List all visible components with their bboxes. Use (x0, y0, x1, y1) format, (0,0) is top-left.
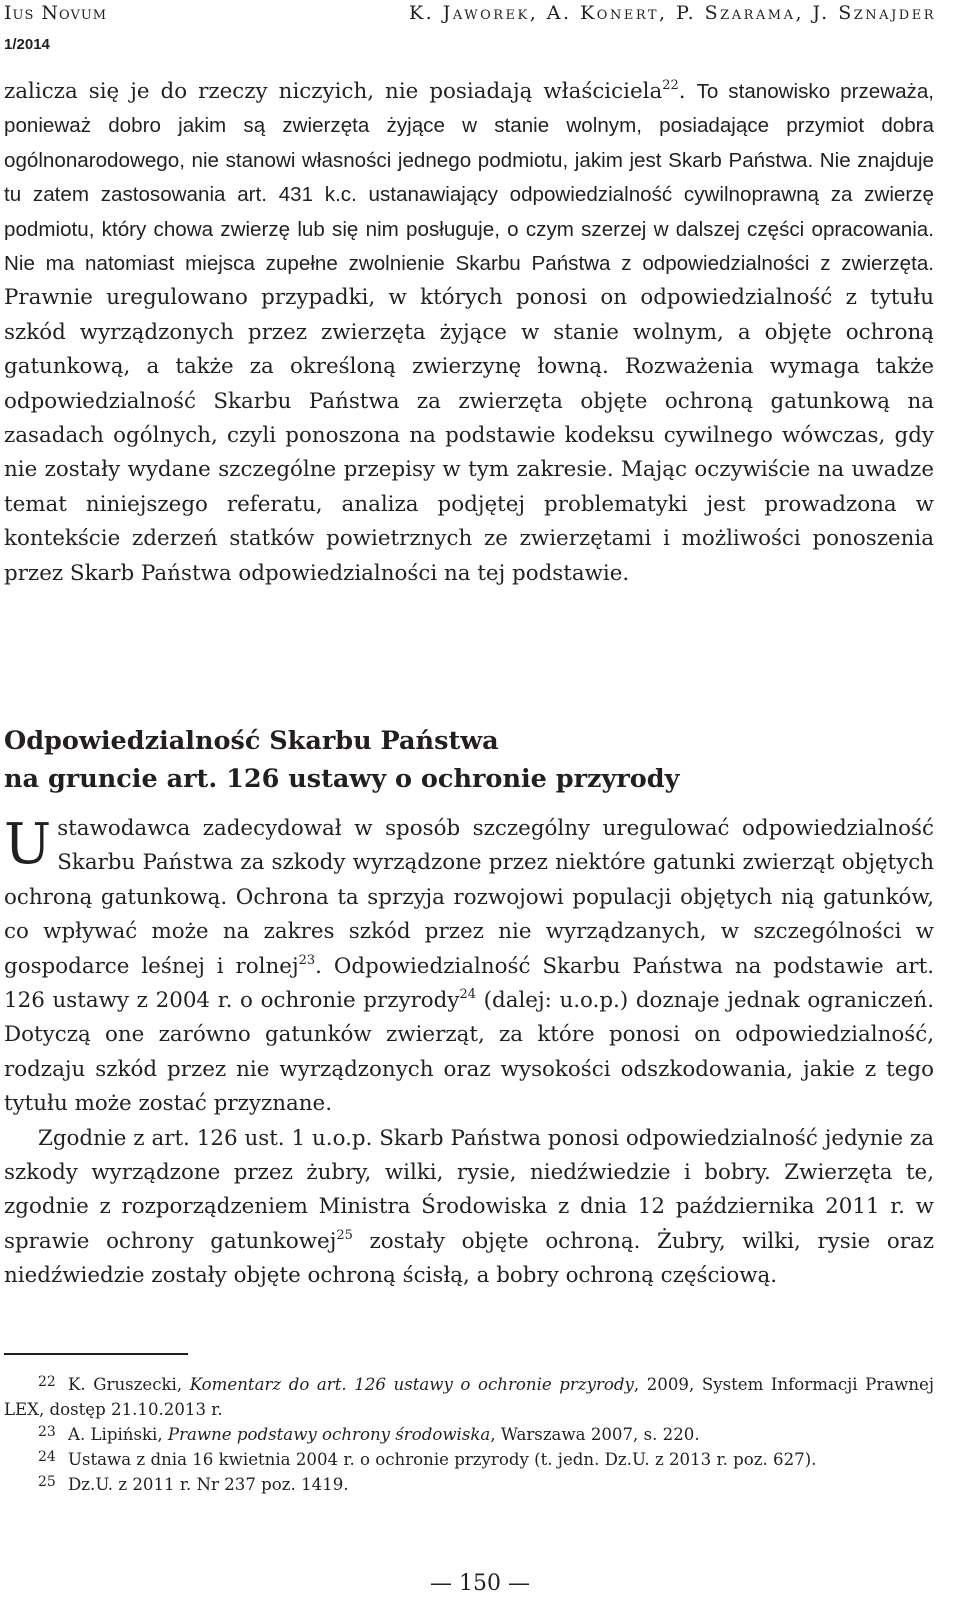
paragraph-3 (4, 1122, 934, 1294)
paragraph-2-text-c: (dalej: u.o.p.) doznaje jednak ograniczeń. Dotyczą one zarówno gatunków zwierząt, za które ponosi on odpowiedzialność, rodzaju szkód przez nie wyrządzonych oraz wysokości odszkodowania, jakie z tego tytułu może zostać przyznane. (4, 988, 934, 1117)
footnote: 25 Dz.U. z 2011 r. Nr 237 poz. 1419. (38, 1474, 349, 1494)
footnotes (4, 1372, 934, 1497)
footnote-title: Komentarz do art. 126 ustawy o ochronie przyrody (189, 1375, 634, 1394)
paragraph-2-text-b: . Odpowiedzialność Skarbu Państwa na podstawie art. 126 ustawy z 2004 r. o ochronie przyrody (4, 953, 934, 1014)
paragraph-1-text-a: zalicza się je do rzeczy niczyich, nie posiadają właściciela (4, 79, 663, 104)
footnote-text: , Warszawa 2007, s. 220. (490, 1425, 700, 1444)
section-body (4, 812, 934, 1294)
footnote: 22 K. Gruszecki, Komentarz do art. 126 ustawy o ochronie przyrody, 2009, System Informacji Prawnej LEX, dostęp 21.10.2013 r. (4, 1374, 934, 1419)
journal-title: Ius Novum (4, 2, 108, 24)
paragraph-1 (4, 75, 934, 591)
paragraph-1-text-c: To stanowisko przeważa, ponieważ dobro jakim są zwierzęta żyjące w stanie wolnym, posiadające przymiot dobra ogólnonarodowego, nie stanowi własności jednego podmiotu, jakim jest Skarb Państwa. Nie znajduje tu zatem zastosowania art. 431 k.c. ustanawiający odpowiedzialność cywilnoprawną za zwierzę podmiotu, który chowa zwierzę lub się nim posługuje, o czym szerzej w dalszej części opracowania. Nie ma natomiast miejsca zupełne zwolnienie Skarbu Państwa z odpowiedzialności z zwierzęta. (4, 80, 934, 276)
footnote-text: Ustawa z dnia 16 kwietnia 2004 r. o ochronie przyrody (t. jedn. Dz.U. z 2013 r. poz. 627). (68, 1450, 817, 1469)
issue-number: 1/2014 (4, 36, 50, 53)
footnote-text: Dz.U. z 2011 r. Nr 237 poz. 1419. (68, 1475, 349, 1494)
running-head-authors: K. Jaworek, A. Konert, P. Szarama, J. Sznajder (408, 2, 936, 24)
footnote-ref-24[interactable]: 24 (459, 987, 476, 1003)
footnote: 24 Ustawa z dnia 16 kwietnia 2004 r. o ochronie przyrody (t. jedn. Dz.U. z 2013 r. poz. 627). (38, 1449, 817, 1469)
paragraph-3-text-b: zostały objęte ochroną. Żubry, wilki, rysie oraz niedźwiedzie zostały objęte ochroną ścisłą, a bobry ochroną częściową. (4, 1228, 934, 1289)
section-heading-line-1: Odpowiedzialność Skarbu Państwa (4, 726, 499, 756)
footnote-text: , 2009, System Informacji Prawnej LEX, dostęp 21.10.2013 r. (4, 1375, 934, 1419)
paragraph-1-text-d: Prawnie uregulowano przypadki, w których ponosi on odpowiedzialność z tytułu szkód wyrządzonych przez zwierzęta żyjące w stanie wolnym, a objęte ochroną gatunkową, a także za określoną zwierzynę łowną. Rozważenia wymaga także odpowiedzialność Skarbu Państwa za zwierzęta objęte ochroną gatunkową na zasadach ogólnych, czyli ponoszona na podstawie kodeksu cywilnego wówczas, gdy nie zostały wydane szczególne przepisy w tym zakresie. Mając oczywiście na uwadze temat niniejszego referatu, analiza podjętej problematyki jest prowadzona w kontekście zderzeń statków powietrznych ze zwierzętami i możliwości ponoszenia przez Skarb Państwa odpowiedzialności na tej podstawie. (4, 285, 934, 586)
paragraph-2-text-a: stawodawca zadecydował w sposób szczególny uregulować odpowiedzialność Skarbu Państwa za szkody wyrządzone przez niektóre gatunki zwierząt objętych ochroną gatunkową. Ochrona ta sprzyja rozwojowi populacji objętych nią gatunków, co wpływać może na zakres szkód przez nie wyrządzanych, w szczególności w gospodarce leśnej i rolnej (4, 816, 934, 979)
page-number: — 150 — (430, 1571, 530, 1596)
footnote-text: K. Gruszecki, (68, 1375, 190, 1394)
footnote-ref-23[interactable]: 23 (298, 952, 316, 968)
footnote-text: A. Lipiński, (68, 1425, 168, 1444)
footnote: 23 A. Lipiński, Prawne podstawy ochrony środowiska, Warszawa 2007, s. 220. (38, 1424, 700, 1444)
footnote-title: Prawne podstawy ochrony środowiska (167, 1425, 491, 1444)
paragraph-2 (4, 812, 934, 1122)
section-heading-line-2: na gruncie art. 126 ustawy o ochronie przyrody (4, 764, 680, 794)
footnote-ref-22[interactable]: 22 (662, 78, 679, 93)
paragraph-1-text-b: . (678, 79, 697, 104)
paragraph-3-text-a: Zgodnie z art. 126 ust. 1 u.o.p. Skarb Państwa ponosi odpowiedzialność jedynie za szkody wyrządzone przez żubry, wilki, rysie, niedźwiedzie i bobry. Zwierzęta te, zgodnie z rozporządzeniem Ministra Środowiska z dnia 12 października 2011 r. w sprawie ochrony gatunkowej (4, 1125, 934, 1254)
drop-cap: U (4, 812, 52, 877)
footnote-separator (4, 1353, 188, 1355)
footnote-ref-25[interactable]: 25 (336, 1227, 353, 1243)
section-heading (4, 722, 904, 798)
